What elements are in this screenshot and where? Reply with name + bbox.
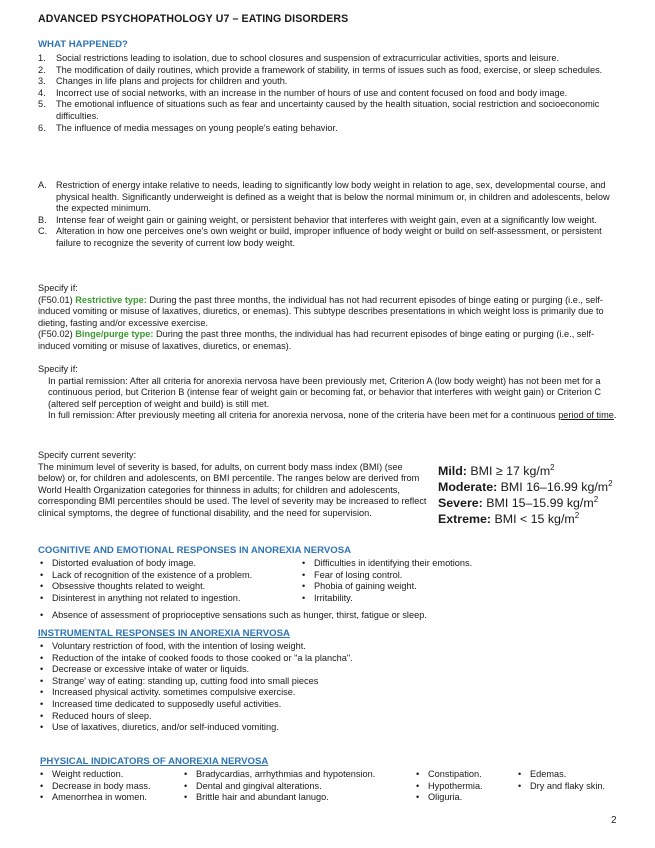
list-item: • Bradycardias, arrhythmias and hypotension. xyxy=(184,769,376,779)
list-item: 2. The modification of daily routines, which provide a framework of stability, in terms of issues such as food, exercise, or sleep schedules. xyxy=(38,64,603,75)
page-number: 2 xyxy=(611,815,617,826)
list-item: • Reduced hours of sleep. xyxy=(40,710,152,721)
list-item: 1. Social restrictions leading to isolation, due to school closures and suspension of extracurricular activities, sports and leisure. xyxy=(38,53,560,63)
what-happened-heading: WHAT HAPPENED? xyxy=(38,39,128,50)
cognitive-full-item xyxy=(38,610,618,622)
list-item: • Difficulties in identifying their emotions. xyxy=(302,558,473,568)
severity-severe: Severe: BMI 15–15.99 $kg/m^2$ xyxy=(438,494,599,510)
list-item: • Increased time dedicated to supposedly useful activities. xyxy=(40,698,282,709)
criteria-list xyxy=(38,180,618,250)
instrumental-list xyxy=(38,641,618,734)
cognitive-heading: COGNITIVE AND EMOTIONAL RESPONSES IN ANOREXIA NERVOSA xyxy=(38,545,352,556)
list-item: • Obsessive thoughts related to weight. xyxy=(40,581,206,592)
severity-section xyxy=(38,450,428,520)
list-item: • Constipation. xyxy=(416,769,482,779)
restrictive-type-label: Restrictive type: xyxy=(75,294,147,305)
list-item: • Dental and gingival alterations. xyxy=(184,780,322,791)
list-item: • Phobia of gaining weight. xyxy=(302,581,417,592)
severity-label: Specify current severity: xyxy=(38,450,137,460)
physical-col-3 xyxy=(414,769,514,804)
criterion-b: B. Intense fear of weight gain or gaining weight, or persistent behavior that interferes with weight gain, even at a significantly low weight. xyxy=(38,214,597,225)
severity-moderate: Moderate: BMI 16–16.99 $kg/m^2$ xyxy=(438,478,613,494)
list-item: • Absence of assessment of proprioceptive sensations such as hunger, thirst, fatigue or sleep. xyxy=(40,610,427,620)
list-item: • Amenorrhea in women. xyxy=(40,792,147,803)
list-item: • Fear of losing control. xyxy=(302,569,403,580)
restrictive-type: (F50.01) Restrictive type: During the past three months, the individual has not had recurrent episodes of binge eating or purging (i.e., self-induced vomiting or misuse of laxatives, diuretics, or enemas). This subtype describes presentations in which weight loss is primarily due to dieting, fasting and/or excessive exercise. xyxy=(38,294,604,328)
partial-remission: In partial remission: After all criteria for anorexia nervosa have been previously met, Criterion A (low body weight) has not been met for a continuous period, but Criterion B (intense fear of weight gain or becoming fat, or behavior that interferes with weight gain) or Criterion C (altered self perception of weight and build) is still met. xyxy=(48,375,602,409)
list-item: 5. The emotional influence of situations such as fear and uncertainty caused by the health situation, social restriction and socioeconomic difficulties. xyxy=(38,99,600,121)
list-item: 3. Changes in life plans and projects for children and youth. xyxy=(38,76,288,87)
physical-col-4 xyxy=(516,769,626,792)
list-item: • Lack of recognition of the existence of a problem. xyxy=(40,569,253,580)
binge-purge-type-label: Binge/purge type: xyxy=(75,329,154,340)
physical-heading: PHYSICAL INDICATORS OF ANOREXIA NERVOSA xyxy=(40,756,269,767)
list-item: • Reduction of the intake of cooked foods to those cooked or "a la plancha". xyxy=(40,652,353,663)
list-item: 6. The influence of media messages on young people's eating behavior. xyxy=(38,122,338,133)
list-item: • Increased physical activity. sometimes compulsive exercise. xyxy=(40,687,296,698)
binge-purge-type: (F50.02) Binge/purge type: During the past three months, the individual has had recurrent episodes of binge eating or purging (i.e., self-induced vomiting or misuse of laxatives, diuretics, or enemas). xyxy=(38,329,595,351)
criterion-a: A. Restriction of energy intake relative to needs, leading to significantly low body weight in relation to age, sex, developmental course, and physical health. Significantly underweight is defined as a weight that is below the normal minimum or, in children and adolescents, below the expected minimum. xyxy=(38,180,610,214)
physical-col-1 xyxy=(38,769,188,804)
criterion-c: C. Alteration in how one perceives one's own weight or build, improper influence of body weight or build on self-assessment, or persistent failure to recognize the severity of current low body weight. xyxy=(38,226,602,248)
list-item: • Weight reduction. xyxy=(40,769,124,779)
list-item: • Dry and flaky skin. xyxy=(518,780,606,791)
list-item: • Decrease or excessive intake of water or liquids. xyxy=(40,664,250,675)
list-item: • Hypothermia. xyxy=(416,780,483,791)
severity-levels xyxy=(438,463,613,527)
list-item: • Use of laxatives, diuretics, and/or self-induced vomiting. xyxy=(40,722,279,733)
severity-mild: Mild: BMI ≥ 17 $kg/m^2$ xyxy=(438,462,555,478)
full-remission: In full remission: After previously meeting all criteria for anorexia nervosa, none of the criteria have been met for a continuous period of time. xyxy=(48,410,617,421)
page-title: ADVANCED PSYCHOPATHOLOGY U7 – EATING DISORDERS xyxy=(38,13,349,25)
remission-section xyxy=(38,364,620,422)
specify-label: Specify if: xyxy=(38,283,78,293)
list-item: • Irritability. xyxy=(302,592,353,603)
cognitive-right-list xyxy=(300,558,600,604)
list-item: • Disinterest in anything not related to ingestion. xyxy=(40,592,241,603)
list-item: • Oliguria. xyxy=(416,792,463,803)
specify-label-2: Specify if: xyxy=(38,364,78,374)
cognitive-left-list xyxy=(38,558,300,604)
list-item: • Brittle hair and abundant lanugo. xyxy=(184,792,329,803)
list-item: • Decrease in body mass. xyxy=(40,780,151,791)
period-of-time-link: period of time xyxy=(558,410,614,421)
list-item: • Strange' way of eating: standing up, cutting food into small pieces xyxy=(40,675,319,686)
severity-extreme: Extreme: BMI < 15 $kg/m^2$ xyxy=(438,510,580,526)
instrumental-heading: INSTRUMENTAL RESPONSES IN ANOREXIA NERVOSA xyxy=(38,628,290,639)
list-item: • Voluntary restriction of food, with the intention of losing weight. xyxy=(40,641,306,651)
severity-text: The minimum level of severity is based, for adults, on current body mass index (BMI) (see below) or, for children and adolescents, on BMI percentile. The ranges below are derived from World Health Organization categories for thinness in adults; for children and adolescents, corresponding BMI percentiles should be used. The level of severity may be increased to reflect clinical symptoms, the degree of functional disability, and the need for supervision. xyxy=(38,461,427,518)
list-item: • Distorted evaluation of body image. xyxy=(40,558,197,568)
list-item: 4. Incorrect use of social networks, with an increase in the number of hours of use and content focused on food and body image. xyxy=(38,87,568,98)
what-happened-list xyxy=(38,53,618,134)
subtype-section xyxy=(38,283,620,353)
list-item: • Edemas. xyxy=(518,769,567,779)
physical-col-2 xyxy=(182,769,412,804)
